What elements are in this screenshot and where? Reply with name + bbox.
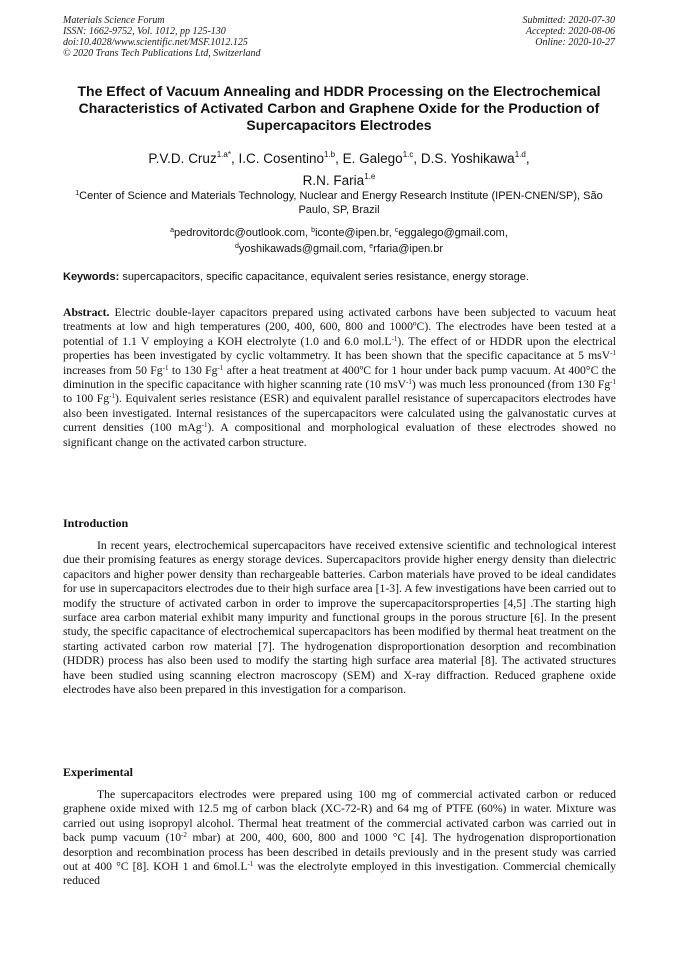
affiliation-text: Center of Science and Materials Technology, Nuclear and Energy Research Institute (IPEN-CNEN/SP), São Paulo, SP, Brazil xyxy=(79,190,603,216)
journal-name: Materials Science Forum xyxy=(63,15,165,26)
keywords-label: Keywords: xyxy=(63,271,120,283)
journal-copyright: © 2020 Trans Tech Publications Ltd, Switzerland xyxy=(63,48,261,59)
unit-exponent: -1 xyxy=(109,392,115,401)
email-link[interactable]: rfaria@ipen.br xyxy=(373,243,444,255)
unit-exponent: -1 xyxy=(217,363,224,372)
affiliation xyxy=(62,187,616,217)
abstract-text: increases from 50 Fg xyxy=(63,363,163,377)
unit-exponent: -1 xyxy=(162,363,169,372)
abstract-text: to 100 Fg xyxy=(63,392,110,406)
abstract-text: after a heat treatment at 400ºC for 1 hour under back pump vacuum. At 400°C the diminution in the specific capacitance with higher scanning rate (10 msV xyxy=(63,363,616,392)
section-heading-introduction: Introduction xyxy=(63,516,129,530)
experimental-text: mbar) at 200, 400, 600, 800 and 1000 °C [4]. The hydrogenation disproportionation desorption and recombination process has been described in details previously and in the present study was carried out at 400 °C [8]. KOH 1 and 6mol.L xyxy=(63,831,616,874)
email-link[interactable]: iconte@ipen.br xyxy=(315,227,389,239)
email-link[interactable]: pedrovitordc@outlook.com xyxy=(174,227,306,239)
email-marker: e xyxy=(369,243,374,250)
date-accepted: Accepted: 2020-08-06 xyxy=(525,26,615,37)
email-marker: b xyxy=(311,227,316,234)
unit-exponent: -1 xyxy=(610,349,616,358)
abstract-label: Abstract. xyxy=(63,306,110,319)
unit-exponent: -1 xyxy=(391,334,398,343)
unit-exponent: -1 xyxy=(247,860,254,869)
unit-exponent: -2 xyxy=(181,831,187,840)
date-submitted: Submitted: 2020-07-30 xyxy=(522,15,615,26)
abstract-text: ) was much less pronounced (from 130 Fg xyxy=(411,378,611,392)
author-marker: 1.b xyxy=(324,150,336,159)
introduction-paragraph: In recent years, electrochemical supercapacitors have received extensive scientific and technological interest due their promising features as energy storage devices. Supercapacitors provide higher energy density than dielectric capacitors and higher power density than rechargeable batteries. Carbon materials have proved to be ideal candidates for use in supercapacitors electrodes due to their high surface area [1-3]. A few investigations have been carried out to modify the structure of activated carbon in order to improve the supercapacitorsproperties [4,5] .The starting high surface area carbon material exhibit many impurity and functional groups in the porous structure [6]. In the present study, the specific capacitance of electrochemical supercapacitors has been modified by thermal heat treatment on the starting activated carbon row material [7]. The hydrogenation disproportionation desorption and recombination (HDDR) process has also been used to modify the starting high surface area material [8]. The activated structures have been studied using scanning electron macroscopy (SEM) and X-ray diffraction. Reduced graphene oxide electrodes have also been prepared in this investigation for a comparison. xyxy=(63,539,616,697)
journal-issn: ISSN: 1662-9752, Vol. 1012, pp 125-130 xyxy=(63,26,226,37)
experimental-text: The supercapacitors electrodes were prepared using 100 mg of commercial activated carbon or reduced graphene oxide mixed with 12.5 mg of carbon black (XC-72-R) and 64 mg of PTFE (60%) in water. Mixture was carried out using isopropyl alcohol. Thermal heat treatment of the commercial activated carbon was carried out in back pump vacuum (10 xyxy=(63,788,616,845)
abstract-text: to 130 Fg xyxy=(168,363,218,377)
journal-info xyxy=(63,15,261,59)
author-name: E. Galego xyxy=(342,151,403,166)
section-heading-experimental: Experimental xyxy=(63,765,133,779)
abstract-text: ). Equivalent series resistance (ESR) and equivalent parallel resistance of supercapacitors electrodes have also been investigated. Internal resistances of the supercapacitors were calculated using the galvanostatic curves at current densities (100 mAg xyxy=(63,392,616,435)
keywords xyxy=(63,270,616,284)
abstract-text: ). A compositional and morphological evaluation of these electrodes showed no significant change on the activated carbon structure. xyxy=(63,421,616,449)
publication-dates xyxy=(523,15,616,48)
author-name: R.N. Faria xyxy=(302,173,365,188)
email-marker: c xyxy=(394,227,399,234)
experimental-text: was the electrolyte employed in this investigation. Commercial chemically reduced xyxy=(63,860,616,888)
author-marker: 1.a* xyxy=(216,150,231,159)
abstract-text: ). The effect of or HDDR upon the electrical properties has been investigated by cyclic voltammetry. It has been shown that the specific capacitance at 5 msV xyxy=(63,334,616,363)
email-marker: a xyxy=(170,227,175,234)
author-list: P.V.D. Cruz$^{1.a*}$, I.C. Cosentino$^{1.b}$, E. Galego$^{1.c}$, D.S. Yoshikawa$^{1.d}$, R.N. Faria$^{1.e}$ xyxy=(148,150,530,188)
paper-title: The Effect of Vacuum Annealing and HDDR Processing on the Electrochemical Characteristics of Activated Carbon and Graphene Oxide for the Production of Supercapacitors Electrodes xyxy=(77,83,601,133)
author-name: I.C. Cosentino xyxy=(238,151,324,166)
affiliation-marker: 1 xyxy=(75,190,80,197)
author-name: D.S. Yoshikawa xyxy=(420,151,515,166)
date-online: Online: 2020-10-27 xyxy=(535,37,615,48)
author-name: P.V.D. Cruz xyxy=(148,151,217,166)
email-link[interactable]: eggalego@gmail.com xyxy=(398,227,505,239)
journal-doi[interactable]: doi:10.4028/www.scientific.net/MSF.1012.125 xyxy=(63,37,248,48)
unit-exponent: -1 xyxy=(406,378,412,387)
experimental-paragraph xyxy=(63,788,616,889)
email-marker: d xyxy=(234,243,239,250)
author-emails: $^a$pedrovitordc@outlook.com, $^b$iconte@ipen.br, $^c$eggalego@gmail.com, $^d$yoshikawads@gmail.com, $^e$rfaria@ipen.br xyxy=(170,227,508,255)
unit-exponent: -1 xyxy=(610,378,617,387)
author-marker: 1.c xyxy=(402,150,414,159)
email-link[interactable]: yoshikawads@gmail.com xyxy=(238,243,364,255)
abstract xyxy=(63,306,616,450)
unit-exponent: -1 xyxy=(201,421,208,430)
abstract-text: Electric double-layer capacitors prepared using activated carbons have been subjected to vacuum heat treatments at low and high temperatures (200, 400, 600, 800 and 1000ºC). The electrodes have been tested at a potential of 1.1 V employing a KOH electrolyte (1.0 and 6.0 mol.L xyxy=(63,306,617,348)
keywords-text: supercapacitors, specific capacitance, equivalent series resistance, energy storage. xyxy=(122,271,529,283)
author-marker: 1.d xyxy=(514,150,526,159)
author-marker: 1.e xyxy=(364,172,376,181)
